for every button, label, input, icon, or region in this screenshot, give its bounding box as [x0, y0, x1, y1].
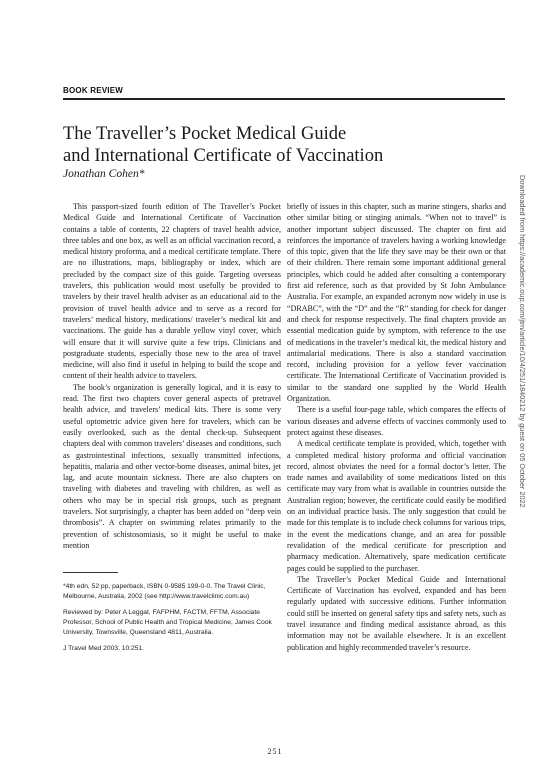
paragraph: A medical certificate template is provided, which, together with a completed medical history proforma and official vaccination record, almost obviates the need for a formal doctor’s letter. The trade names and availability of some medications listed on this certificate may vary from what is available in countries outside the Australian region; however, the certificate could easily be modified on an individual practice basis. The only suggestion that could be made for this template is to include check columns for various trips, in the event the medications change, and an area for possible revalidation of the medical certificate for prescription and pharmacy medication. Alternatively, spare medication certificate pages could be supplied to the purchaser.	[287, 439, 506, 573]
section-label: BOOK REVIEW	[63, 86, 123, 95]
paragraph: briefly of issues in this chapter, such as marine stingers, sharks and other similar biting or stinging animals. “When not to travel” is another important subject discussed. The chapter on first aid reinforces the importance of travelers having a working knowledge of this topic, given that the life they save may be their own or that of their children. There remain some important additional general principles, which could be added after consulting a contemporary first aid reference, such as that provided by St John Ambulance Australia. For example, an expanded acronym now widely in use is “DRABC”, with the “D” and the “R” standing for check for danger and check for response respectively. The final chapters provide an essential medication guide by symptom, with reference to the use of medications in the traveler’s medical kit, the medical history and antimalarial medications. There is also a standard vaccination record, including provision for a yellow fever vaccination certificate. The International Certificate of Vaccination provided is similar to the standard one supplied by the World Health Organization.	[287, 202, 506, 404]
title-line-2: and International Certificate of Vaccination	[63, 146, 384, 166]
paragraph: This passport-sized fourth edition of The Traveller’s Pocket Medical Guide and International Certificate of Vaccination contains a table of contents, 22 chapters of travel health advice, three tables and one box, as well as an official vaccination record, a medical history proforma, and a medical certificate template. There are no illustrations, maps, bibliography or index, which are precluded by the compact size of this guide. Targeting overseas travelers, this publication would most usefully be provided to travelers by their travel health adviser as an educational aid to the provision of travel health advice and to serve as a record for travelers’ medical history, medications/ traveler’s medical kit and vaccinations. The guide has a durable yellow vinyl cover, which will ensure that it will survive quite a few trips. Clinicians and postgraduate students, especially those new to the area of travel medicine, will also find it useful in helping to build the scope and content of their health advice to travelers.	[63, 202, 281, 381]
paragraph: There is a useful four-page table, which compares the effects of various diseases and adverse effects of vaccines commonly used to protect against these diseases.	[287, 405, 506, 437]
download-stamp-text: Downloaded from https://academic.oup.com/jtm/article/10/4/251/1840212 by guest on 05 October 2022	[518, 175, 527, 508]
download-stamp	[518, 175, 532, 595]
right-column	[287, 201, 506, 653]
footnote-citation: J Travel Med 2003, 10:251.	[63, 645, 145, 652]
left-column	[63, 201, 281, 551]
article-title	[63, 123, 505, 167]
header-rule	[63, 98, 505, 100]
footnote-reviewer: Reviewed by: Peter A Leggat, FAFPHM, FACTM, FFTM, Associate Professor, School of Public Health and Tropical Medicine, James Cook University, Townsville, Queensland 4811, Australia.	[63, 609, 272, 636]
page-number: 251	[267, 747, 283, 756]
paragraph: The book’s organization is generally logical, and it is easy to read. The first two chapters cover general aspects of pretravel health advice, and travelers’ medical kits. There is some very useful optometric advice given here for travelers, which can be easily overlooked, such as the dental check-up. Subsequent chapters deal with common travelers’ diseases and conditions, such as gastrointestinal infections, sexually transmitted infections, hepatitis, malaria and other vector-borne diseases, animal bites, jet lag, and acute mountain sickness. There are also chapters on traveling with diabetes and traveling with children, as well as others who may be in special risk groups, such as pregnant travelers. Not surprisingly, a chapter has been added on “deep vein thrombosis”. A chapter on swimming relates primarily to the prevention of schistosomiasis, so it might be useful to make mention	[63, 382, 281, 550]
footnote-edition: *4th edn, 52 pp, paperback, ISBN 0-9585 199-0-0. The Travel Clinic, Melbourne, Australia, 2002 (see http://www.travelclinic.com.au)	[63, 583, 266, 600]
paragraph: The Traveller’s Pocket Medical Guide and International Certificate of Vaccination has evolved, expanded and has been regularly updated with successive editions. Further information could still be inserted on general safety tips and safety nets, such as travel insurance and finding medical assistance abroad, as this information may not be available elsewhere. It is an excellent publication and highly recommended traveler’s resource.	[287, 574, 506, 652]
author-name: Jonathan Cohen*	[63, 168, 145, 180]
footnotes	[63, 582, 281, 660]
title-line-1: The Traveller’s Pocket Medical Guide	[63, 124, 347, 144]
footnote-rule	[63, 572, 118, 573]
